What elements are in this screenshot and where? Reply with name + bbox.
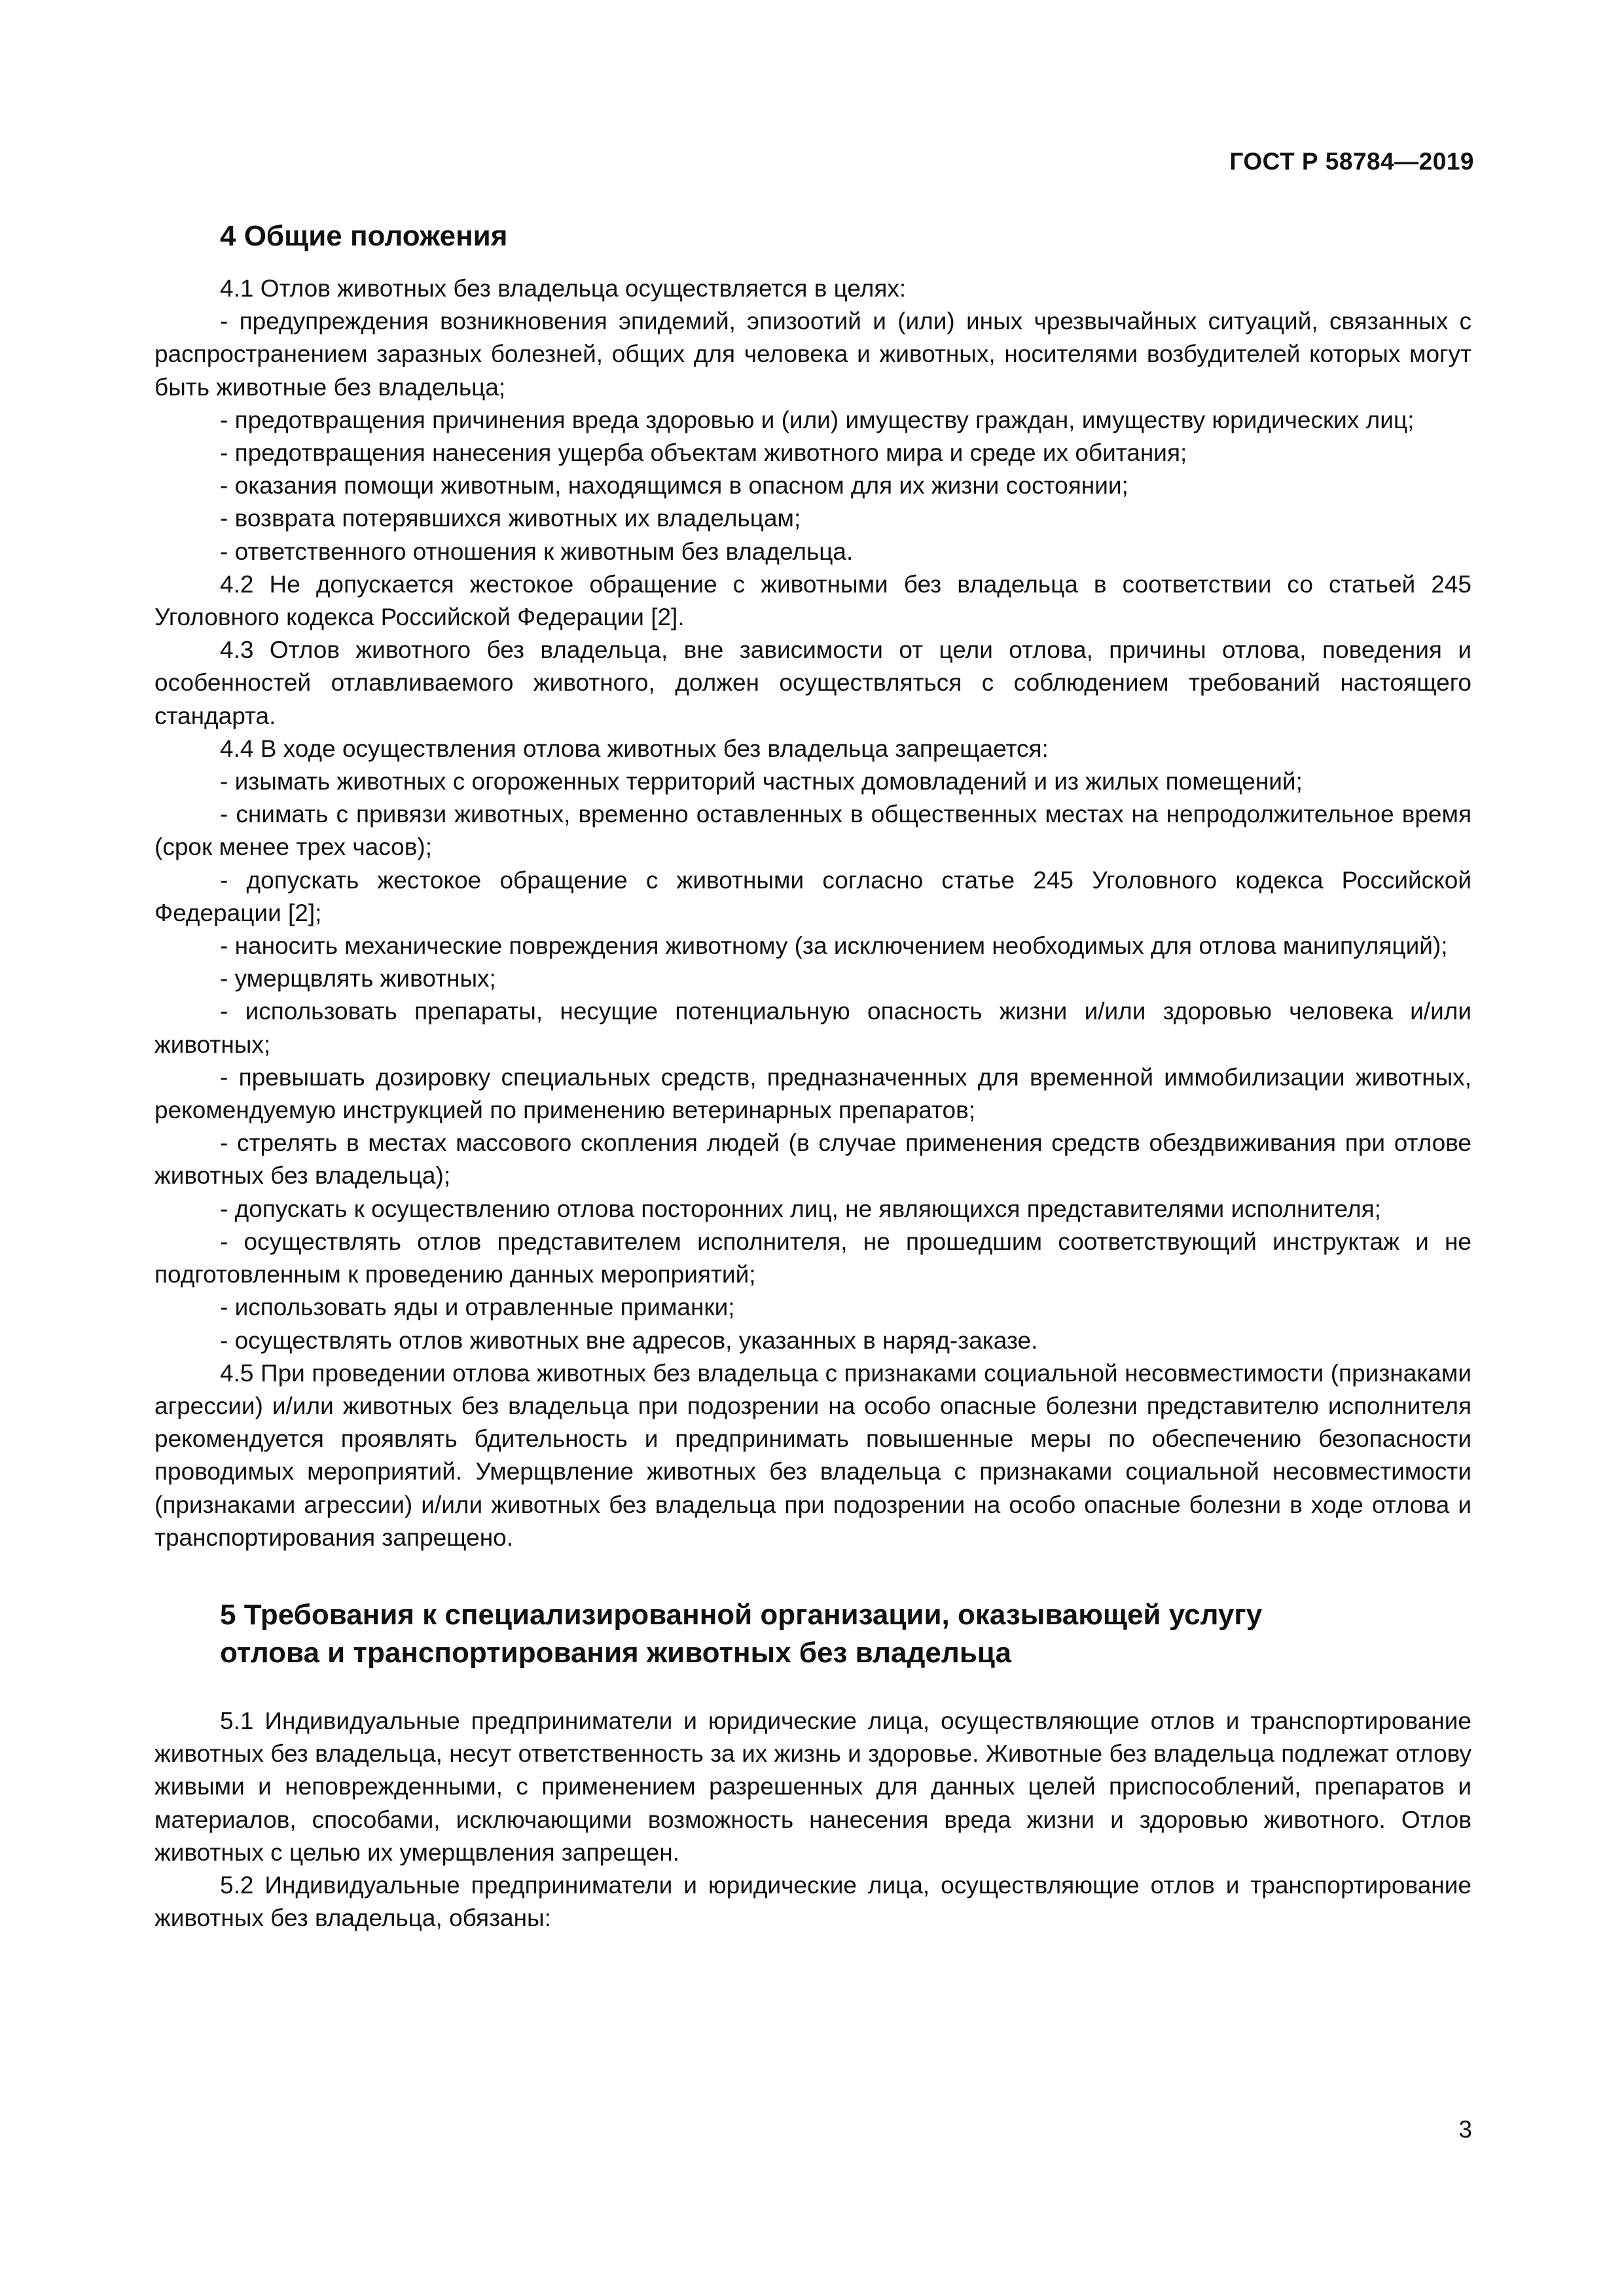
list-item: - допускать жестокое обращение с животными согласно статье 245 Уголовного кодекса Российской Федерации [2]; bbox=[154, 866, 1471, 926]
section-4-heading: 4 Общие положения bbox=[220, 220, 508, 252]
list-item: - допускать к осуществлению отлова посторонних лиц, не являющихся представителями исполнителя; bbox=[220, 1195, 1381, 1222]
clause-4-4: 4.4 В ходе осуществления отлова животных без владельца запрещается: bbox=[220, 735, 1049, 762]
clause-5-2: 5.2 Индивидуальные предприниматели и юридические лица, осуществляющие отлов и транспортирование животных без владельца, обязаны: bbox=[154, 1871, 1471, 1932]
list-item: - умерщвлять животных; bbox=[220, 965, 496, 993]
list-item: - оказания помощи животным, находящимся в опасном для их жизни состоянии; bbox=[220, 472, 1128, 500]
clause-4-2: 4.2 Не допускается жестокое обращение с животными без владельца в соответствии со статьей 245 Уголовного кодекса Российской Федерации [2]. bbox=[154, 570, 1471, 631]
list-item: - предотвращения нанесения ущерба объектам животного мира и среде их обитания; bbox=[220, 439, 1187, 467]
document-standard-id: ГОСТ Р 58784—2019 bbox=[1229, 148, 1474, 175]
list-item: - стрелять в местах массового скопления людей (в случае применения средств обездвиживания при отлове животных без владельца); bbox=[154, 1129, 1471, 1190]
list-item: - предупреждения возникновения эпидемий, эпизоотий и (или) иных чрезвычайных ситуаций, связанных с распространением заразных болезней, общих для человека и животных, носителями возбудителей которых могут быть животные без владельца; bbox=[154, 308, 1471, 401]
list-item: - использовать яды и отравленные приманки; bbox=[220, 1294, 735, 1321]
section-5-heading-line-2: отлова и транспортирования животных без владельца bbox=[220, 1636, 1011, 1669]
clause-5-1: 5.1 Индивидуальные предприниматели и юридические лица, осуществляющие отлов и транспортирование животных без владельца, несут ответственность за их жизнь и здоровье. Животные без владельца подлежат отлову живыми и неповрежденными, с применением разрешенных для данных целей приспособлений, препаратов и материалов, способами, исключающими возможность нанесения вреда жизни и здоровью животного. Отлов животных с целью их умерщвления запрещен. bbox=[154, 1707, 1471, 1866]
list-item: - наносить механические повреждения животному (за исключением необходимых для отлова манипуляций); bbox=[220, 932, 1448, 960]
list-item: - превышать дозировку специальных средств, предназначенных для временной иммобилизации животных, рекомендуемую инструкцией по применению ветеринарных препаратов; bbox=[154, 1063, 1471, 1124]
list-item: - осуществлять отлов животных вне адресов, указанных в наряд-заказе. bbox=[220, 1326, 1038, 1354]
list-item: - возврата потерявшихся животных их владельцам; bbox=[220, 505, 801, 532]
list-item: - использовать препараты, несущие потенциальную опасность жизни и/или здоровью человека и/или животных; bbox=[154, 998, 1471, 1058]
list-item: - изымать животных с огороженных территорий частных домовладений и из жилых помещений; bbox=[220, 768, 1303, 795]
list-item: - предотвращения причинения вреда здоровью и (или) имуществу граждан, имуществу юридических лиц; bbox=[220, 406, 1415, 433]
clause-4-3: 4.3 Отлов животного без владельца, вне зависимости от цели отлова, причины отлова, поведения и особенностей отлавливаемого животного, должен осуществляться с соблюдением требований настоящего стандарта. bbox=[154, 636, 1471, 729]
list-item: - осуществлять отлов представителем исполнителя, не прошедшим соответствующий инструктаж и не подготовленным к проведению данных мероприятий; bbox=[154, 1228, 1471, 1288]
section-5-heading-line-1: 5 Требования к специализированной организации, оказывающей услугу bbox=[220, 1598, 1263, 1631]
section-5-body bbox=[154, 1705, 1471, 1935]
list-item: - снимать с привязи животных, временно оставленных в общественных местах на непродолжительное время (срок менее трех часов); bbox=[154, 801, 1471, 861]
section-4-body bbox=[154, 272, 1471, 1554]
page-number: 3 bbox=[1458, 2116, 1472, 2143]
list-item: - ответственного отношения к животным без владельца. bbox=[220, 538, 854, 565]
clause-4-5: 4.5 При проведении отлова животных без владельца с признаками социальной несовместимости (признаками агрессии) и/или животных без владельца при подозрении на особо опасные болезни представителю исполнителя рекомендуется проявлять бдительность и предпринимать повышенные меры по обеспечению безопасности проводимых мероприятий. Умерщвление животных без владельца с признаками социальной несовместимости (признаками агрессии) и/или животных без владельца при подозрении на особо опасные болезни в ходе отлова и транспортирования запрещено. bbox=[154, 1359, 1471, 1551]
document-body bbox=[154, 217, 1471, 1935]
section-5-heading bbox=[154, 1596, 1471, 1672]
clause-4-1: 4.1 Отлов животных без владельца осуществляется в целях: bbox=[220, 275, 907, 302]
